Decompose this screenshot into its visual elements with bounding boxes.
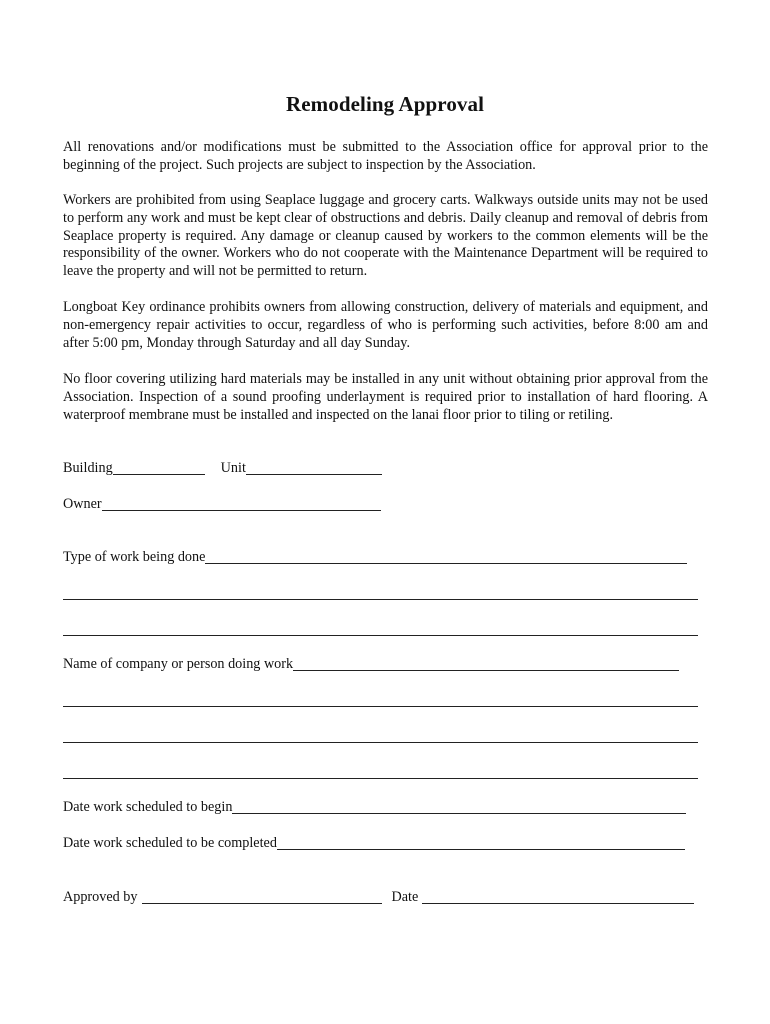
approved-by-label: Approved by: [63, 889, 138, 905]
date-completed-label: Date work scheduled to be completed: [63, 835, 277, 851]
owner-field[interactable]: [102, 496, 381, 511]
company-line-4[interactable]: [63, 778, 698, 779]
approved-by-field[interactable]: [142, 889, 382, 904]
paragraph-submission-policy: All renovations and/or modifications must be submitted to the Association office for approval prior to the beginning of the project. Such projects are subject to inspection by the Association.: [63, 139, 708, 173]
company-field[interactable]: [293, 656, 679, 671]
document-title: Remodeling Approval: [285, 92, 485, 116]
type-of-work-line-2[interactable]: [63, 599, 698, 600]
building-field[interactable]: [113, 460, 205, 475]
type-of-work-row: [63, 548, 687, 566]
company-line-3[interactable]: [63, 742, 698, 743]
company-row: [63, 655, 679, 673]
approval-date-field[interactable]: [422, 889, 694, 904]
date-begin-field[interactable]: [232, 799, 686, 814]
type-of-work-label: Type of work being done: [63, 549, 206, 565]
building-unit-row: [63, 459, 382, 477]
date-completed-field[interactable]: [277, 835, 685, 850]
paragraph-ordinance-hours: Longboat Key ordinance prohibits owners from allowing construction, delivery of materials and equipment, and non-emergency repair activities to occur, regardless of who is performing such activities, before 8:00 am and after 5:00 pm, Monday through Saturday and all day Sunday.: [63, 299, 708, 351]
date-begin-row: [63, 798, 686, 816]
owner-row: [63, 495, 381, 513]
date-completed-row: [63, 834, 685, 852]
date-begin-label: Date work scheduled to begin: [63, 799, 233, 815]
company-line-2[interactable]: [63, 706, 698, 707]
unit-field[interactable]: [246, 460, 382, 475]
building-label: Building: [63, 460, 113, 476]
type-of-work-field[interactable]: [205, 549, 687, 564]
unit-label: Unit: [220, 460, 246, 476]
paragraph-workers-policy: Workers are prohibited from using Seaplace luggage and grocery carts. Walkways outside units may not be used to perform any work and must be kept clear of obstructions and debris. Daily cleanup and removal of debris from Seaplace property is required. Any damage or cleanup caused by workers to the common elements will be the responsibility of the owner. Workers who do not cooperate with the Maintenance Department will be required to leave the property and will not be permitted to return.: [63, 192, 708, 280]
paragraph-floor-covering: No floor covering utilizing hard materials may be installed in any unit without obtaining prior approval from the Association. Inspection of a sound proofing underlayment is required prior to installation of hard flooring. A waterproof membrane must be installed and inspected on the lanai floor prior to tiling or retiling.: [63, 371, 708, 423]
approval-row: [63, 888, 694, 906]
date-label: Date: [391, 889, 419, 905]
company-label: Name of company or person doing work: [63, 656, 294, 672]
owner-label: Owner: [63, 496, 102, 512]
type-of-work-line-3[interactable]: [63, 635, 698, 636]
